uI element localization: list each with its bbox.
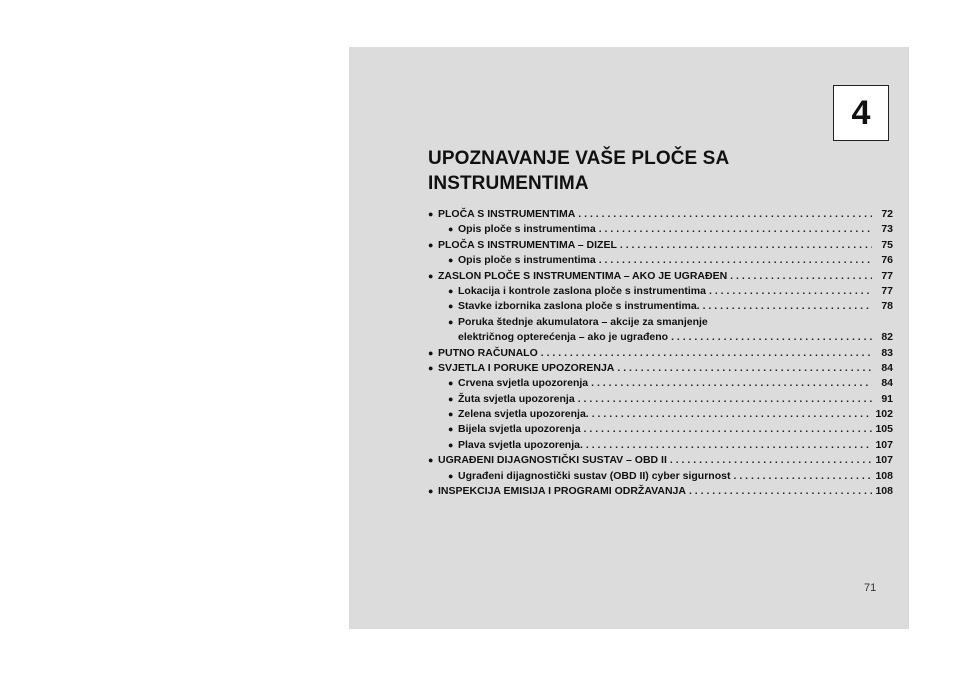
toc-entry-page: 107 [875, 438, 893, 451]
toc-entry-label: PUTNO RAČUNALO [438, 346, 538, 359]
toc-entry-label: Opis ploče s instrumentima [458, 254, 596, 267]
table-of-contents [428, 208, 893, 500]
bullet-icon: ● [448, 255, 454, 266]
dot-leader [709, 285, 872, 297]
dot-leader [584, 423, 872, 435]
dot-leader [578, 208, 872, 220]
toc-entry-page: 77 [881, 284, 893, 297]
toc-entry-page: 108 [875, 485, 893, 498]
toc-entry[interactable] [428, 316, 893, 331]
toc-entry-label: Žuta svjetla upozorenja [458, 392, 575, 405]
toc-entry-page: 108 [875, 469, 893, 482]
toc-entry-page: 84 [881, 377, 893, 390]
dot-leader [620, 239, 872, 251]
toc-entry-page: 75 [881, 238, 893, 251]
toc-entry[interactable] [428, 485, 893, 500]
toc-entry-page: 78 [881, 300, 893, 313]
toc-entry-label: Opis ploče s instrumentima [458, 223, 596, 236]
toc-entry-page: 84 [881, 361, 893, 374]
toc-entry-page: 102 [875, 408, 893, 421]
toc-entry[interactable] [428, 285, 893, 300]
toc-entry[interactable] [428, 254, 893, 269]
toc-entry-label: Bijela svjetla upozorenja [458, 423, 581, 436]
toc-entry-label: Zelena svjetla upozorenja. [458, 408, 589, 421]
toc-entry-page: 82 [881, 331, 893, 344]
bullet-icon: ● [448, 439, 454, 450]
toc-entry[interactable] [428, 331, 893, 346]
toc-entry-page: 83 [881, 346, 893, 359]
toc-entry-page: 77 [881, 269, 893, 282]
dot-leader [703, 300, 872, 312]
toc-entry-label: električnog opterećenja – ako je ugrađeno [458, 331, 669, 344]
bullet-icon: ● [448, 301, 454, 312]
toc-entry-label: UGRAĐENI DIJAGNOSTIČKI SUSTAV – OBD II [438, 454, 667, 467]
toc-entry[interactable] [428, 347, 893, 362]
dot-leader [689, 485, 872, 497]
bullet-icon: ● [428, 486, 434, 497]
toc-entry[interactable] [428, 454, 893, 469]
toc-entry-page: 107 [875, 454, 893, 467]
dot-leader [733, 470, 872, 482]
toc-entry-label: ZASLON PLOČE S INSTRUMENTIMA – AKO JE UGRAĐEN [438, 269, 728, 282]
manual-page [349, 47, 909, 629]
dot-leader [591, 377, 872, 389]
bullet-icon: ● [428, 239, 434, 250]
chapter-title-line2: INSTRUMENTIMA [428, 173, 589, 194]
toc-entry[interactable] [428, 470, 893, 485]
dot-leader [617, 362, 872, 374]
toc-entry-page: 76 [881, 254, 893, 267]
chapter-title-line1: UPOZNAVANJE VAŠE PLOČE SA [428, 148, 730, 169]
toc-entry-label: Ugrađeni dijagnostički sustav (OBD II) cyber sigurnost [458, 469, 731, 482]
toc-entry[interactable] [428, 300, 893, 315]
chapter-title [428, 146, 848, 196]
chapter-number-box [833, 85, 889, 141]
bullet-icon: ● [428, 347, 434, 358]
toc-entry[interactable] [428, 208, 893, 223]
toc-entry[interactable] [428, 377, 893, 392]
bullet-icon: ● [448, 409, 454, 420]
toc-entry-label: Plava svjetla upozorenja. [458, 438, 583, 451]
dot-leader [586, 439, 872, 451]
bullet-icon: ● [448, 224, 454, 235]
toc-entry-page: 72 [881, 208, 893, 220]
toc-entry[interactable] [428, 270, 893, 285]
toc-entry[interactable] [428, 423, 893, 438]
dot-leader [671, 331, 872, 343]
toc-entry[interactable] [428, 408, 893, 423]
toc-entry-page: 105 [875, 423, 893, 436]
bullet-icon: ● [448, 470, 454, 481]
bullet-icon: ● [428, 362, 434, 373]
toc-entry-label: Poruka štednje akumulatora – akcije za smanjenje [458, 315, 708, 328]
dot-leader [599, 223, 872, 235]
toc-entry-label: INSPEKCIJA EMISIJA I PROGRAMI ODRŽAVANJA [438, 485, 686, 498]
dot-leader [592, 408, 872, 420]
bullet-icon: ● [448, 316, 454, 327]
page-number: 71 [864, 582, 877, 594]
dot-leader [670, 454, 872, 466]
toc-entry-label: Lokacija i kontrole zaslona ploče s instrumentima [458, 284, 706, 297]
toc-entry-label: Stavke izbornika zaslona ploče s instrumentima. [458, 300, 700, 313]
bullet-icon: ● [428, 209, 434, 219]
toc-entry[interactable] [428, 362, 893, 377]
toc-entry-label: PLOČA S INSTRUMENTIMA [438, 208, 576, 220]
dot-leader [578, 393, 872, 405]
bullet-icon: ● [428, 455, 434, 466]
dot-leader [730, 270, 872, 282]
toc-entry[interactable] [428, 239, 893, 254]
toc-entry-label: Crvena svjetla upozorenja [458, 377, 589, 390]
dot-leader [599, 254, 872, 266]
bullet-icon: ● [448, 378, 454, 389]
toc-entry-page: 73 [881, 223, 893, 236]
toc-entry-label: PLOČA S INSTRUMENTIMA – DIZEL [438, 238, 617, 251]
bullet-icon: ● [448, 424, 454, 435]
toc-entry-page: 91 [881, 392, 893, 405]
bullet-icon: ● [448, 285, 454, 296]
toc-entry[interactable] [428, 393, 893, 408]
toc-entry-label: SVJETLA I PORUKE UPOZORENJA [438, 361, 615, 374]
dot-leader [541, 347, 872, 359]
bullet-icon: ● [448, 393, 454, 404]
bullet-icon: ● [428, 270, 434, 281]
toc-entry[interactable] [428, 223, 893, 238]
chapter-number: 4 [851, 93, 871, 132]
toc-entry[interactable] [428, 439, 893, 454]
